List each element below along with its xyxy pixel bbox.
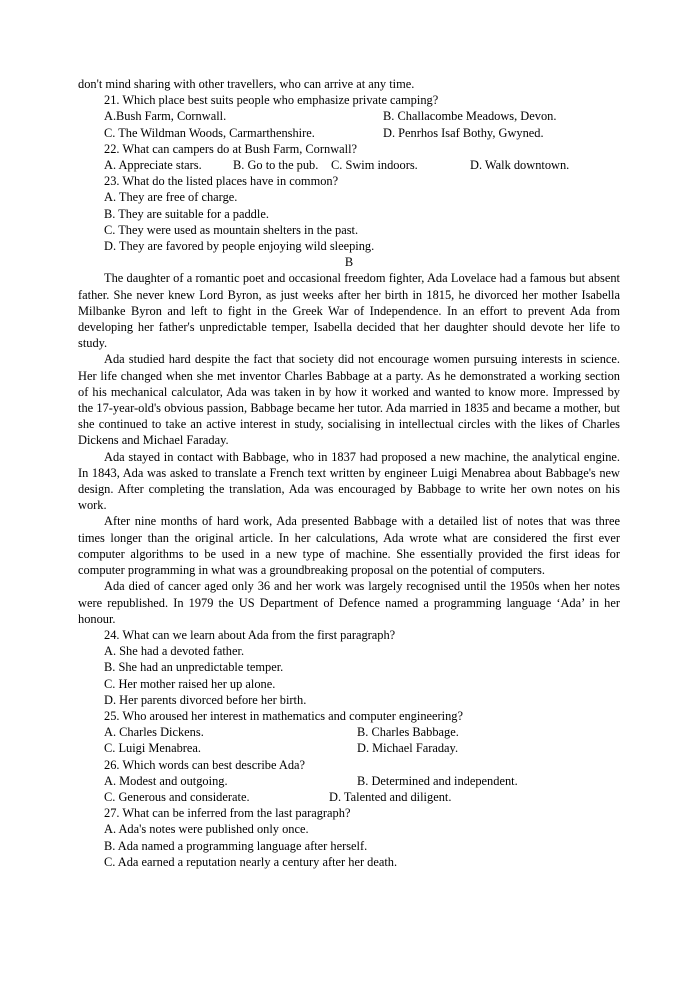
q25-stem: 25. Who aroused her interest in mathematics and computer engineering?: [104, 708, 463, 723]
q27-option-b: B. Ada named a programming language after herself.: [104, 838, 368, 853]
q22-option-b: B. Go to the pub.: [233, 158, 319, 173]
q21-options-row2: [78, 125, 620, 141]
q23-option-c: C. They were used as mountain shelters in the past.: [104, 222, 359, 237]
q21-option-c: C. The Wildman Woods, Carmarthenshire.: [104, 125, 315, 140]
q25-option-a: A. Charles Dickens.: [104, 725, 204, 740]
passage-paragraph-5: Ada died of cancer aged only 36 and her work was largely recognised until the 1950s when her notes were republished. In 1979 the US Department of Defence named a programming language ‘Ada’ in her honour.: [78, 579, 620, 626]
q25-option-b: B. Charles Babbage.: [357, 725, 459, 740]
q25-options-row1: [78, 724, 620, 740]
q25-option-d: D. Michael Faraday.: [357, 741, 459, 756]
passage-paragraph-3: Ada stayed in contact with Babbage, who in 1837 had proposed a new machine, the analytical engine. In 1843, Ada was asked to translate a French text written by engineer Luigi Menabrea about Babbage's new design. After completing the translation, Ada was encouraged by Babbage to write her own notes on his work.: [78, 449, 620, 513]
q26-option-b: B. Determined and independent.: [357, 773, 518, 788]
passage-paragraph-1: The daughter of a romantic poet and occasional freedom fighter, Ada Lovelace had a famous but absent father. She never knew Lord Byron, as just weeks after her birth in 1815, he divorced her mother Isabella Milbanke Byron and left to fight in the Greek War of Independence. In an effort to prevent Ada from developing her father's unpredictable temper, Isabella decided that her daughter should devote her life to study.: [78, 271, 620, 351]
q24-option-c: C. Her mother raised her up alone.: [104, 676, 276, 691]
q22-options-row: [78, 157, 620, 173]
q26-stem: 26. Which words can best describe Ada?: [104, 757, 306, 772]
exam-page: [78, 76, 620, 870]
q26-options-row1: [78, 773, 620, 789]
q23-stem: 23. What do the listed places have in common?: [104, 174, 339, 189]
q21-option-d: D. Penrhos Isaf Bothy, Gwyned.: [383, 125, 544, 140]
q21-options-row1: [78, 108, 620, 124]
intro-tail: don't mind sharing with other travellers, who can arrive at any time.: [78, 77, 415, 91]
q27-option-c: C. Ada earned a reputation nearly a century after her death.: [104, 854, 398, 869]
q21-option-a: A.Bush Farm, Cornwall.: [104, 109, 227, 124]
q22-option-c: C. Swim indoors.: [331, 158, 418, 173]
q27-stem: 27. What can be inferred from the last paragraph?: [104, 806, 351, 821]
q26-options-row2: [78, 789, 620, 805]
q24-option-a: A. She had a devoted father.: [104, 644, 245, 659]
passage-paragraph-4: After nine months of hard work, Ada presented Babbage with a detailed list of notes that was three times longer than the original article. In her calculations, Ada wrote what are considered the first ever computer algorithms to be used in a new type of machine. She essentially provided the first ideas for computer programming in what was a groundbreaking proposal on the potential of computers.: [78, 514, 620, 578]
q26-option-c: C. Generous and considerate.: [104, 789, 250, 804]
q25-option-c: C. Luigi Menabrea.: [104, 741, 202, 756]
q22-stem: 22. What can campers do at Bush Farm, Cornwall?: [104, 141, 358, 156]
q26-option-a: A. Modest and outgoing.: [104, 773, 228, 788]
q21-option-b: B. Challacombe Meadows, Devon.: [383, 109, 557, 124]
q23-option-d: D. They are favored by people enjoying wild sleeping.: [104, 239, 375, 254]
q24-option-b: B. She had an unpredictable temper.: [104, 660, 284, 675]
q24-option-d: D. Her parents divorced before her birth.: [104, 692, 307, 707]
q26-option-d: D. Talented and diligent.: [329, 789, 452, 804]
passage-paragraph-2: Ada studied hard despite the fact that society did not encourage women pursuing interests in science. Her life changed when she met inventor Charles Babbage at a party. As he demonstrated a working section of his mechanical calculator, Ada was taken in by how it worked and wanted to know more. Impressed by the 17-year-old's obvious passion, Babbage became her tutor. Ada married in 1835 and became a mother, but she continued to take an active interest in study, socialising in intellectual circles with the likes of Charles Dickens and Michael Faraday.: [78, 352, 620, 448]
q27-option-a: A. Ada's notes were published only once.: [104, 822, 309, 837]
q22-option-a: A. Appreciate stars.: [104, 158, 202, 173]
q22-option-d: D. Walk downtown.: [470, 158, 570, 173]
q24-stem: 24. What can we learn about Ada from the first paragraph?: [104, 627, 396, 642]
section-heading-b: B: [344, 255, 354, 270]
q21-stem: 21. Which place best suits people who emphasize private camping?: [104, 93, 439, 108]
q23-option-b: B. They are suitable for a paddle.: [104, 206, 269, 221]
q25-options-row2: [78, 740, 620, 756]
q23-option-a: A. They are free of charge.: [104, 190, 238, 205]
